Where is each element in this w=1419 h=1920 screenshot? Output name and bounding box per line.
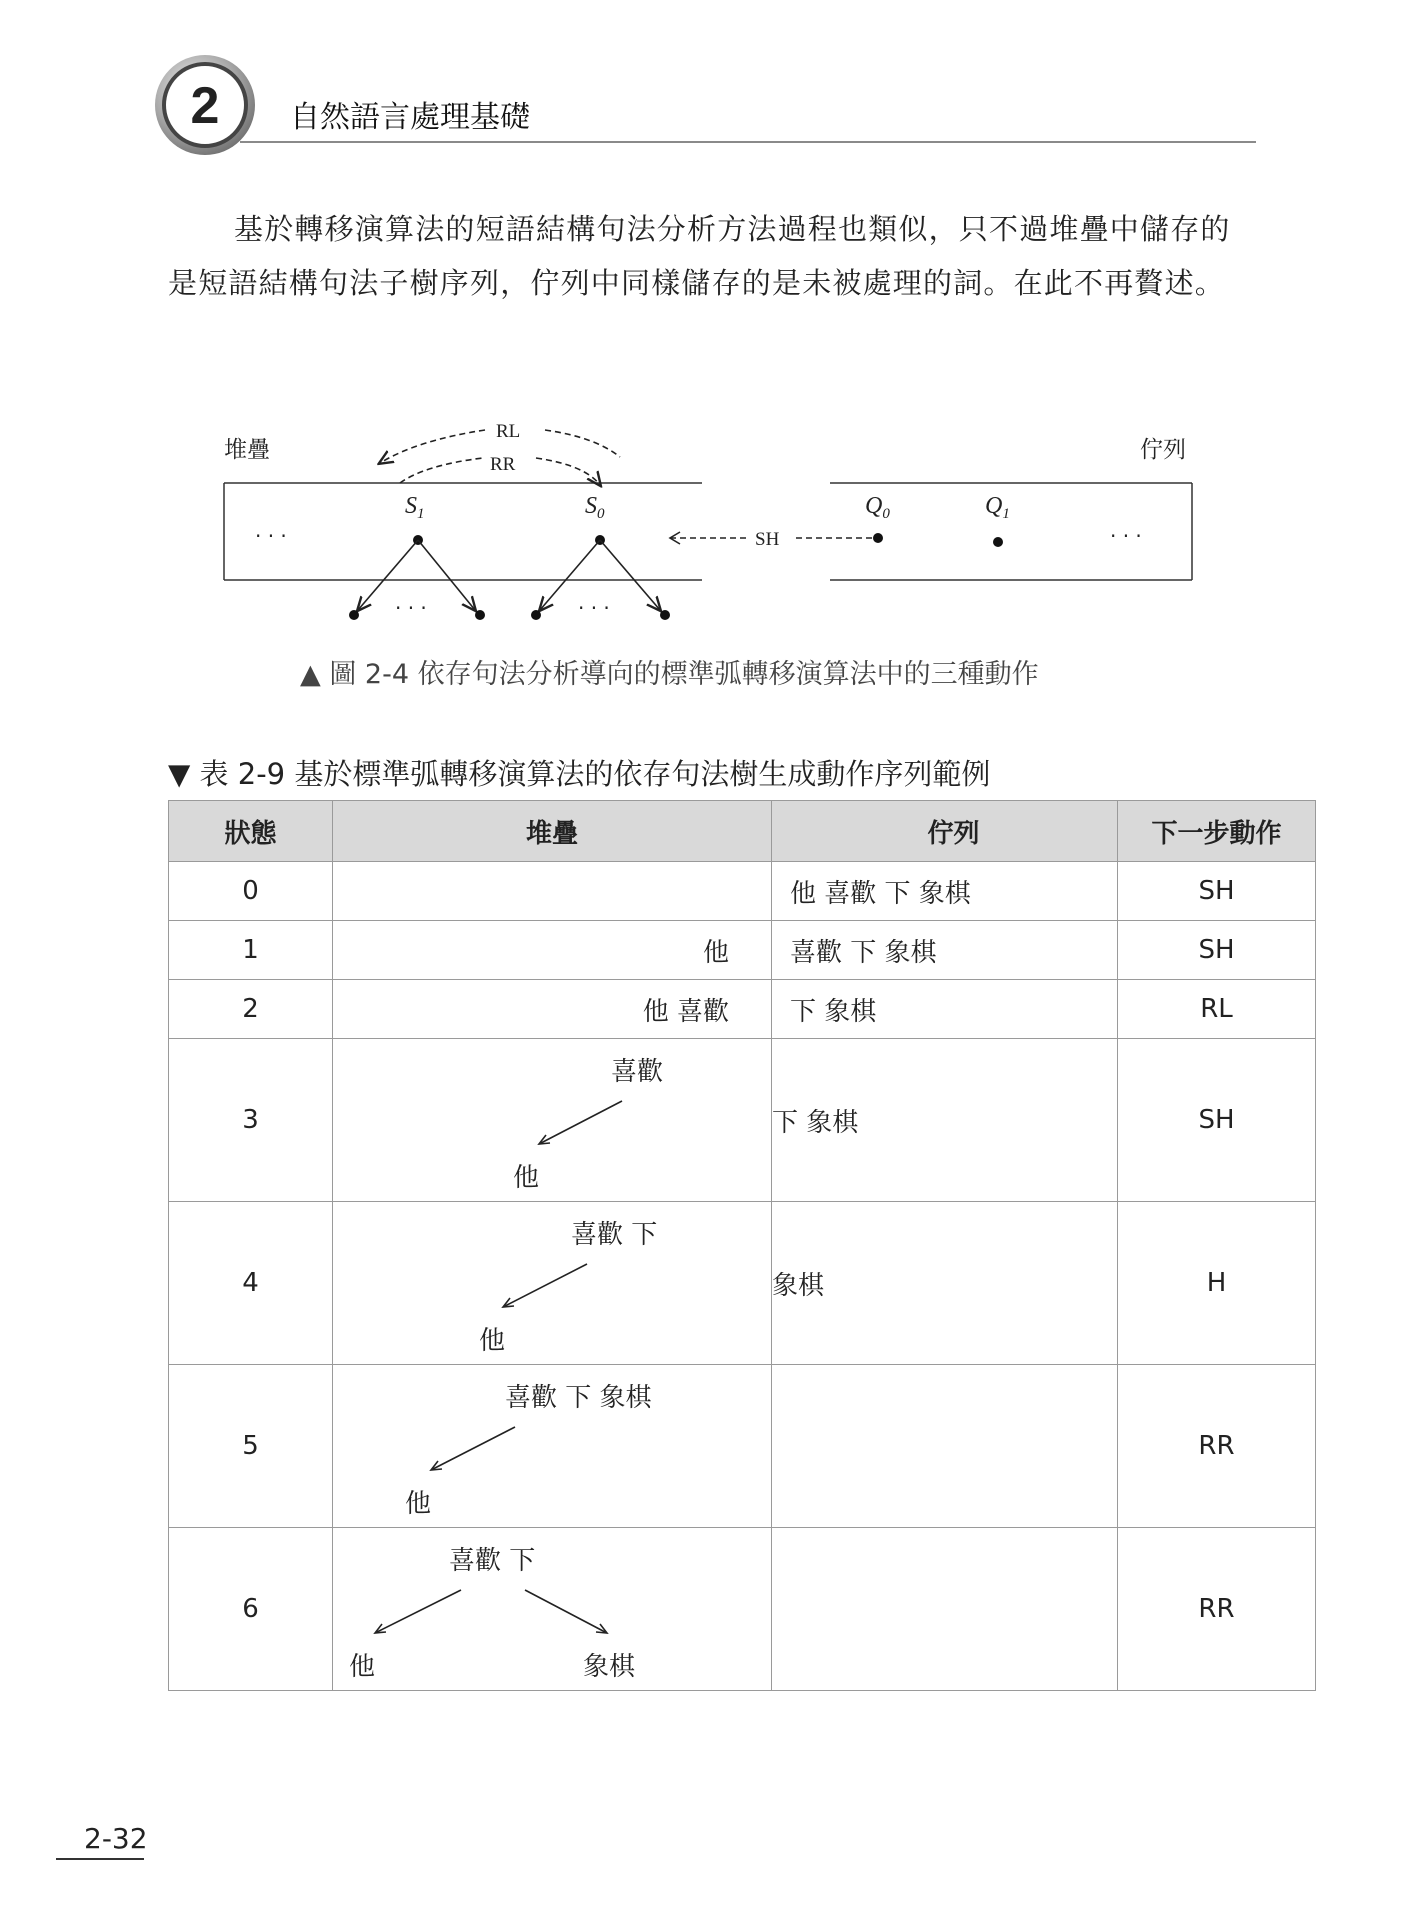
s0-left-child xyxy=(531,610,541,620)
action-sequence-table xyxy=(168,800,1316,1691)
cell-stack xyxy=(333,862,772,921)
cell-stack-tree xyxy=(333,1365,772,1528)
cell-action: SH xyxy=(1118,1039,1316,1202)
body-paragraph: 基於轉移演算法的短語結構句法分析方法過程也類似，只不過堆疊中儲存的是短語結構句法子樹序列，佇列中同樣儲存的是未被處理的詞。在此不再贅述。 xyxy=(168,212,1231,300)
cell-buffer: 下 象棋 xyxy=(772,980,1118,1039)
s0-right-child xyxy=(660,610,670,620)
transition-diagram xyxy=(200,395,1240,635)
tree-head-word: 喜歡 下 xyxy=(449,1546,536,1576)
rr-arc xyxy=(400,458,483,483)
s1-left-child xyxy=(349,610,359,620)
s0-children-ellipsis: · · · xyxy=(578,596,610,620)
sh-label: SH xyxy=(755,529,780,550)
cell-stack-tree xyxy=(333,1528,772,1691)
tree-right-child-word: 象棋 xyxy=(583,1652,636,1682)
q1-label: $Q_1$ xyxy=(985,493,1010,522)
table-row xyxy=(169,921,1316,980)
figure-caption: ▲ 圖 2-4 依存句法分析導向的標準弧轉移演算法中的三種動作 xyxy=(300,659,1039,690)
table-row xyxy=(169,1202,1316,1365)
table-header-row xyxy=(169,801,1316,862)
tree-child-word: 他 xyxy=(513,1163,540,1193)
cell-state: 2 xyxy=(169,980,333,1039)
cell-buffer: 喜歡 下 象棋 xyxy=(772,921,1118,980)
cell-stack: 他 xyxy=(333,921,772,980)
q0-node xyxy=(873,533,883,543)
chapter-number-badge xyxy=(150,50,260,160)
tree-left-child-word: 他 xyxy=(349,1652,376,1682)
tree-head-word: 喜歡 下 象棋 xyxy=(505,1383,652,1413)
s1-children-ellipsis: · · · xyxy=(395,596,427,620)
footer-rule xyxy=(56,1858,144,1860)
cell-state: 3 xyxy=(169,1039,333,1202)
header-state: 狀態 xyxy=(169,801,333,862)
cell-action: SH xyxy=(1118,862,1316,921)
q1-node xyxy=(993,537,1003,547)
table-row xyxy=(169,980,1316,1039)
cell-state: 1 xyxy=(169,921,333,980)
cell-action: H xyxy=(1118,1202,1316,1365)
table-row xyxy=(169,1039,1316,1202)
queue-ellipsis: · · · xyxy=(1110,524,1142,548)
cell-action: RL xyxy=(1118,980,1316,1039)
cell-state: 4 xyxy=(169,1202,333,1365)
dependency-arc xyxy=(333,1365,729,1527)
dependency-arc xyxy=(333,1202,729,1364)
table-row xyxy=(169,862,1316,921)
cell-state: 5 xyxy=(169,1365,333,1528)
cell-action: RR xyxy=(1118,1365,1316,1528)
cell-action: RR xyxy=(1118,1528,1316,1691)
header-stack: 堆疊 xyxy=(333,801,772,862)
dependency-arcs xyxy=(333,1528,729,1690)
table-row xyxy=(169,1365,1316,1528)
tree-child-word: 他 xyxy=(479,1326,506,1356)
table-title: ▼ 表 2-9 基於標準弧轉移演算法的依存句法樹生成動作序列範例 xyxy=(168,757,991,791)
header-buffer: 佇列 xyxy=(772,801,1118,862)
page-number: 2-32 xyxy=(84,1822,148,1855)
cell-buffer xyxy=(772,1365,1118,1528)
table-row xyxy=(169,1528,1316,1691)
rr-label: RR xyxy=(490,454,516,475)
tree-head-word: 喜歡 xyxy=(611,1057,664,1087)
cell-state: 0 xyxy=(169,862,333,921)
rl-arc-right xyxy=(545,430,620,457)
cell-stack: 他 喜歡 xyxy=(333,980,772,1039)
rl-label: RL xyxy=(496,421,521,442)
queue-label: 佇列 xyxy=(1140,437,1186,463)
s0-label: $S_0$ xyxy=(585,493,605,522)
cell-state: 6 xyxy=(169,1528,333,1691)
stack-label: 堆疊 xyxy=(224,437,270,463)
s1-right-child xyxy=(475,610,485,620)
cell-action: SH xyxy=(1118,921,1316,980)
cell-stack-tree xyxy=(333,1039,772,1202)
header-rule xyxy=(240,141,1256,143)
tree-head-word: 喜歡 下 xyxy=(571,1220,658,1250)
rr-arc-right xyxy=(536,458,600,485)
chapter-number: 2 xyxy=(190,77,220,135)
rl-arc xyxy=(380,430,485,463)
tree-child-word: 他 xyxy=(405,1489,432,1519)
stack-ellipsis: · · · xyxy=(255,524,287,548)
cell-buffer: 下 象棋 xyxy=(772,1039,1118,1202)
cell-buffer: 象棋 xyxy=(772,1202,1118,1365)
chapter-title: 自然語言處理基礎 xyxy=(290,100,530,135)
q0-label: $Q_0$ xyxy=(865,493,890,522)
header-action: 下一步動作 xyxy=(1118,801,1316,862)
cell-buffer xyxy=(772,1528,1118,1691)
cell-stack-tree xyxy=(333,1202,772,1365)
cell-buffer: 他 喜歡 下 象棋 xyxy=(772,862,1118,921)
s1-label: $S_1$ xyxy=(405,493,425,522)
